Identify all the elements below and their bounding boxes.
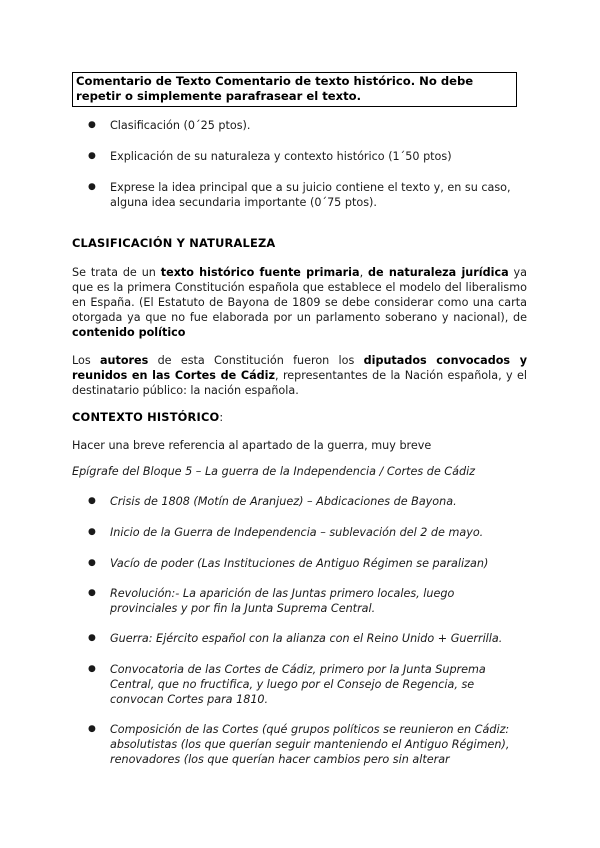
instructions-title-box [72,72,517,107]
epigraph: Epígrafe del Bloque 5 – La guerra de la Independencia / Cortes de Cádiz [72,465,476,478]
list-item: ● Revolución:- La aparición de las Juntas primero locales, luego provinciales y por fin la Junta Suprema Central. [88,587,455,615]
bullet-icon: ● [88,527,96,537]
bullet-icon: ● [88,724,96,734]
section-heading-contexto: CONTEXTO HISTÓRICO: [72,410,224,424]
list-item: ● Composición de las Cortes (qué grupos políticos se reunieron en Cádiz: absolutistas (los que querían seguir manteniendo el Antiguo Régimen), renovadores (los que querían hacer cambios pero sin alterar [88,723,510,766]
bullet-icon: ● [88,120,96,130]
paragraph-classification: Se trata de un texto histórico fuente primaria, de naturaleza jurídica ya que es la primera Constitución española que establece el modelo del liberalismo en España. (El Estatuto de Bayona de 1809 se debe considerar como una carta otorgada ya que no fue elaborada por un parlamento soberano y nacional), de contenido político [72,266,527,339]
context-intro: Hacer una breve referencia al apartado de la guerra, muy breve [72,439,432,452]
bullet-icon: ● [88,558,96,568]
list-item: ● Clasificación (0´25 ptos). [88,119,251,132]
list-item: ● Guerra: Ejército español con la alianza con el Reino Unido + Guerrilla. [88,632,503,645]
instructions-title: Comentario de Texto Comentario de texto histórico. No debe repetir o simplemente parafrasear el texto. [76,74,474,103]
bullet-icon: ● [88,633,96,643]
bullet-icon: ● [88,151,96,161]
section-heading-clasificacion: CLASIFICACIÓN Y NATURALEZA [72,236,276,250]
list-item: ● Inicio de la Guerra de Independencia – sublevación del 2 de mayo. [88,526,484,539]
list-item: ● Convocatoria de las Cortes de Cádiz, primero por la Junta Suprema Central, que no fructifica, y luego por el Consejo de Regencia, se convocan Cortes para 1810. [88,663,486,706]
bullet-icon: ● [88,664,96,674]
list-item: ● Exprese la idea principal que a su juicio contiene el texto y, en su caso, alguna idea secundaria importante (0´75 ptos). [88,181,511,209]
bullet-icon: ● [88,182,96,192]
list-item: ● Explicación de su naturaleza y contexto histórico (1´50 ptos) [88,150,452,163]
bullet-icon: ● [88,588,96,598]
list-item: ● Vacío de poder (Las Instituciones de Antiguo Régimen se paralizan) [88,557,489,570]
list-item: ● Crisis de 1808 (Motín de Aranjuez) – Abdicaciones de Bayona. [88,495,457,508]
paragraph-authors: Los autores de esta Constitución fueron los diputados convocados y reunidos en las Cortes de Cádiz, representantes de la Nación española, y el destinatario público: la nación española. [72,354,528,397]
bullet-icon: ● [88,496,96,506]
